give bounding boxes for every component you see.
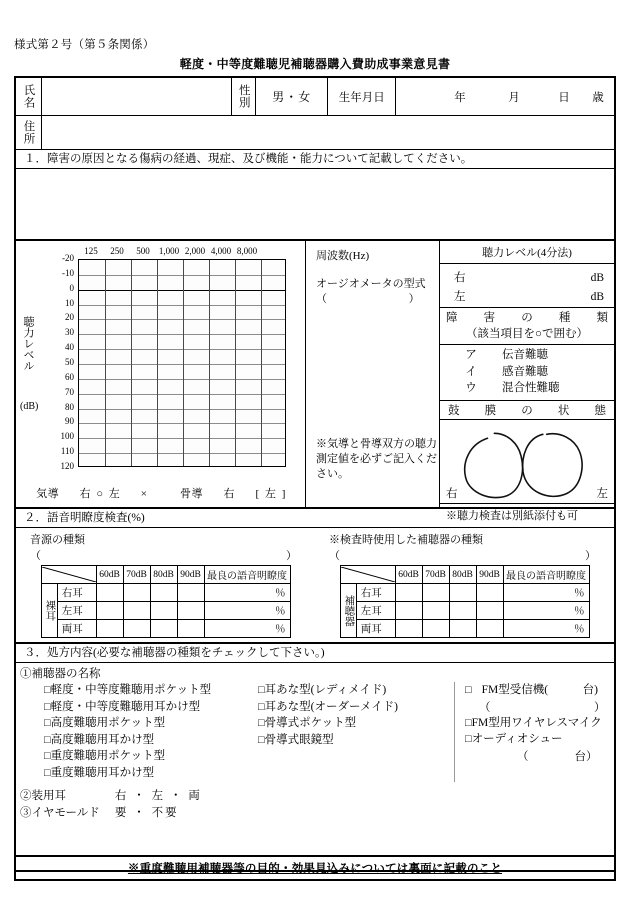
speech-table-cell[interactable] bbox=[96, 620, 123, 638]
device-checkbox-item[interactable] bbox=[44, 765, 258, 782]
patient-name-row bbox=[16, 78, 614, 116]
speech-table-best-cell[interactable]: ％ bbox=[503, 620, 589, 638]
legend-bone-right-symbol: [ bbox=[255, 488, 260, 500]
device-checkbox-label: 軽度・中等度難聴用耳かけ型 bbox=[50, 700, 201, 713]
device-checkbox-label: 高度難聴用ポケット型 bbox=[50, 717, 166, 730]
patient-address-row bbox=[16, 116, 614, 150]
checkbox-icon[interactable]: □ bbox=[44, 684, 51, 696]
eardrum-right-label: 右 bbox=[446, 488, 458, 501]
audiogram-x-tick: 125 bbox=[84, 246, 98, 256]
audiogram-gridline-v bbox=[105, 260, 106, 466]
checkbox-icon[interactable]: □ bbox=[465, 716, 472, 729]
table-row[interactable] bbox=[340, 602, 589, 620]
document-title: 軽度・中等度難聴児補聴器購入費助成事業意見書 bbox=[179, 57, 451, 71]
device-checkbox-item[interactable] bbox=[258, 732, 454, 749]
earmold-values[interactable]: 要 ・ 不要 bbox=[114, 806, 179, 819]
audiogram-gridline-h bbox=[79, 423, 285, 424]
speech-table-ear-label: 右耳 bbox=[356, 584, 395, 602]
speech-table-side-label: 補聴器 bbox=[340, 584, 356, 638]
speech-table-cell[interactable] bbox=[395, 584, 422, 602]
audiogram-gridline-h bbox=[79, 305, 285, 306]
disability-kind-title-char: 障 bbox=[446, 311, 458, 324]
disability-kind-title-char: の bbox=[521, 311, 533, 324]
speech-table-column-header: 70dB bbox=[123, 566, 150, 584]
device-checkbox-item[interactable] bbox=[44, 715, 258, 732]
dob-age-unit: 歳 bbox=[592, 91, 604, 104]
device-checkbox-item[interactable] bbox=[258, 682, 454, 699]
legend-bone-label: 骨導 bbox=[180, 488, 204, 500]
speech-table-ear-label: 両耳 bbox=[57, 620, 96, 638]
audiogram-chart-area bbox=[16, 241, 306, 507]
device-checkbox-item[interactable] bbox=[465, 682, 614, 699]
speech-table-column-header: 最良の語音明瞭度 bbox=[503, 566, 589, 584]
checkbox-icon[interactable]: □ bbox=[465, 733, 472, 746]
hearing-panel bbox=[440, 241, 614, 523]
device-checkbox-label: 耳あな型(オーダーメイド) bbox=[264, 700, 399, 713]
name-input[interactable] bbox=[42, 78, 232, 115]
eardrum-title-char: 膜 bbox=[484, 405, 497, 418]
sound-source-paren-close: ） bbox=[286, 550, 297, 562]
audiogram-gridline-h bbox=[79, 409, 285, 410]
disability-kind-option[interactable] bbox=[440, 380, 614, 397]
legend-air-left-symbol: × bbox=[140, 488, 148, 500]
audiogram-x-tick: 8,000 bbox=[236, 246, 258, 256]
speech-table-cell[interactable] bbox=[449, 584, 476, 602]
audiogram-y-tick: 50 bbox=[65, 357, 74, 367]
sex-label: 性別 bbox=[232, 78, 256, 115]
audiogram-note: ※気導と骨導双方の聴力測定値を必ずご記入ください。 bbox=[316, 438, 437, 480]
disability-kind-label: 感音難聴 bbox=[502, 365, 548, 378]
address-input[interactable] bbox=[42, 116, 614, 149]
eardrum-title bbox=[440, 401, 614, 420]
audiogram-gridline-v bbox=[261, 260, 262, 466]
audiogram-y-axis-title: 聴力レベル bbox=[22, 316, 34, 371]
speech-tables-row bbox=[16, 563, 614, 638]
audiogram-chart[interactable] bbox=[16, 241, 306, 481]
disability-kind-subtitle: （該当項目を○で囲む） bbox=[466, 328, 588, 341]
legend-air-right: 右 bbox=[79, 488, 92, 500]
address-label: 住所 bbox=[16, 116, 42, 149]
dob-year-unit: 年 bbox=[454, 91, 466, 104]
earmold-row[interactable] bbox=[16, 805, 614, 822]
speech-table-cell[interactable] bbox=[177, 620, 204, 638]
device-column-1[interactable] bbox=[16, 682, 258, 782]
dob-input[interactable] bbox=[396, 78, 614, 115]
disability-kind-key: ア bbox=[465, 349, 477, 362]
audiometer-model-label: オージオメータの型式 bbox=[316, 278, 426, 290]
legend-air-left: 左 bbox=[108, 488, 121, 500]
disability-kind-label: 伝音難聴 bbox=[502, 349, 548, 362]
device-checkbox-label: 軽度・中等度難聴用ポケット型 bbox=[50, 684, 212, 696]
speech-table-column-header: 90dB bbox=[476, 566, 503, 584]
speech-table-cell[interactable] bbox=[476, 584, 503, 602]
eardrum-title-char: の bbox=[521, 405, 533, 418]
device-checkbox-label: 骨導式眼鏡型 bbox=[264, 733, 334, 746]
disability-kind-option[interactable] bbox=[440, 364, 614, 381]
eardrum-left-label: 左 bbox=[596, 488, 608, 501]
device-checkbox-item[interactable] bbox=[44, 732, 258, 749]
device-checkbox-item[interactable] bbox=[258, 715, 454, 732]
device-type-label: ※検査時使用した補聴器の種類 bbox=[329, 534, 483, 546]
legend-bone-right: 右 bbox=[223, 488, 236, 500]
legend-air-right-symbol: ○ bbox=[96, 488, 104, 500]
device-checkbox-label: 重度難聴用ポケット型 bbox=[50, 750, 166, 763]
hearing-level-row-right[interactable] bbox=[454, 269, 604, 288]
audiogram-y-axis-unit: (dB) bbox=[20, 401, 39, 412]
table-row[interactable] bbox=[41, 620, 290, 638]
checkbox-icon[interactable]: □ bbox=[44, 700, 51, 713]
audiometer-paren-open: （ bbox=[316, 292, 327, 305]
speech-table-cell[interactable] bbox=[96, 584, 123, 602]
section2-source-row bbox=[16, 528, 614, 563]
table-row[interactable] bbox=[340, 584, 589, 602]
eardrum-title-char: 鼓 bbox=[448, 405, 460, 418]
device-checkbox-label: 骨導式ポケット型 bbox=[264, 717, 357, 730]
speech-table-cell[interactable] bbox=[476, 620, 503, 638]
dob-label: 生年月日 bbox=[328, 78, 396, 115]
speech-table-best-cell[interactable]: ％ bbox=[204, 620, 290, 638]
audiogram-info-column bbox=[306, 241, 440, 507]
sound-source-label: 音源の種類 bbox=[30, 534, 85, 546]
speech-table-aided-wrap bbox=[315, 565, 614, 638]
speech-table-naked[interactable] bbox=[41, 565, 291, 638]
checkbox-icon[interactable]: □ bbox=[44, 733, 51, 746]
device-checkbox-label: オーディオシュー bbox=[471, 733, 563, 746]
speech-table-best-cell[interactable]: ％ bbox=[503, 584, 589, 602]
audiogram-y-tick: 40 bbox=[65, 342, 74, 353]
checkbox-icon[interactable]: □ bbox=[258, 717, 265, 730]
device-checkbox-label: 耳あな型(レディメイド) bbox=[264, 684, 387, 696]
speech-table-column-header: 70dB bbox=[422, 566, 449, 584]
audiogram-gridline-h bbox=[79, 394, 285, 395]
speech-table-cell[interactable] bbox=[123, 584, 150, 602]
speech-table-cell[interactable] bbox=[422, 602, 449, 620]
disability-kind-label: 混合性難聴 bbox=[502, 382, 560, 395]
speech-table-best-cell[interactable]: ％ bbox=[204, 584, 290, 602]
device-column-3[interactable] bbox=[454, 682, 614, 782]
disability-kind-option[interactable] bbox=[440, 347, 614, 364]
audiogram-gridline-h bbox=[79, 275, 285, 276]
frequency-label: 周波数(Hz) bbox=[316, 250, 370, 262]
checkbox-icon[interactable]: □ bbox=[44, 717, 51, 730]
speech-table-ear-label: 両耳 bbox=[356, 620, 395, 638]
device-checkbox-item[interactable] bbox=[44, 748, 258, 765]
device-checkbox-label: FM型受信機( 台) bbox=[481, 684, 598, 696]
speech-table-cell[interactable] bbox=[177, 602, 204, 620]
sound-source-field[interactable] bbox=[16, 531, 315, 563]
speech-table-cell[interactable] bbox=[150, 620, 177, 638]
checkbox-icon[interactable]: □ bbox=[44, 750, 51, 763]
checkbox-icon[interactable]: □ bbox=[465, 684, 472, 696]
device-checkbox-label: 重度難聴用耳かけ型 bbox=[50, 767, 155, 780]
footer-notice-text: ※重度難聴用補聴器等の目的・効果見込みについては裏面に記載のこと bbox=[127, 863, 503, 875]
dob-day-unit: 日 bbox=[558, 91, 570, 104]
speech-table-column-header: 最良の語音明瞭度 bbox=[204, 566, 290, 584]
audiogram-y-tick: 120 bbox=[60, 461, 74, 471]
hearing-level-left-ear: 左 bbox=[454, 290, 466, 303]
section3-body bbox=[16, 663, 614, 822]
disability-kind-header bbox=[440, 308, 614, 345]
device-checkbox-label: FM型用ワイヤレスマイク bbox=[471, 716, 602, 729]
speech-table-cell[interactable] bbox=[123, 620, 150, 638]
audiogram-y-tick: 100 bbox=[60, 431, 74, 442]
device-type-paren-open: （ bbox=[329, 550, 340, 562]
checkbox-icon[interactable]: □ bbox=[258, 733, 265, 746]
section1-heading: １．障害の原因となる傷病の経過、現症、及び機能・能力について記載してください。 bbox=[16, 150, 614, 169]
audiogram-y-tick: 30 bbox=[65, 327, 74, 338]
disability-kind-options[interactable] bbox=[440, 345, 614, 401]
speech-table-column-header: 90dB bbox=[177, 566, 204, 584]
device-checkbox-item[interactable] bbox=[465, 731, 614, 748]
audiogram-gridline-h bbox=[79, 334, 285, 335]
hearing-level-right-unit: dB bbox=[590, 272, 604, 284]
speech-table-cell[interactable] bbox=[449, 620, 476, 638]
sex-value[interactable]: 男・女 bbox=[256, 78, 328, 115]
fm-receiver-extra-field[interactable]: （ ） bbox=[479, 701, 606, 714]
audiogram-y-tick: -10 bbox=[62, 267, 74, 278]
audiogram-x-tick: 2,000 bbox=[184, 246, 206, 256]
audiogram-y-tick: 20 bbox=[65, 312, 74, 323]
wearing-ear-label: ②装用耳 bbox=[20, 789, 66, 802]
section3-heading: ３．処方内容(必要な補聴器の種類をチェックして下さい。) bbox=[16, 644, 614, 663]
speech-table-aided[interactable] bbox=[340, 565, 590, 638]
footer-notice bbox=[14, 855, 616, 881]
audiogram-gridline-h bbox=[79, 349, 285, 350]
speech-table-cell[interactable] bbox=[449, 602, 476, 620]
device-checkbox-label: 高度難聴用耳かけ型 bbox=[50, 733, 155, 746]
disability-kind-title-char: 害 bbox=[483, 311, 496, 324]
form-number: 様式第２号（第５条関係） bbox=[14, 39, 155, 51]
table-row[interactable] bbox=[340, 620, 589, 638]
audio-shoe-quantity-field[interactable]: （ 台） bbox=[517, 750, 598, 763]
hearing-level-values[interactable] bbox=[440, 264, 614, 308]
audiogram-y-tick: 80 bbox=[65, 401, 74, 412]
device-type-paren-close: ） bbox=[585, 550, 596, 562]
speech-table-column-header: 60dB bbox=[96, 566, 123, 584]
audiogram-y-tick: 70 bbox=[65, 386, 74, 397]
device-checkbox-item[interactable] bbox=[44, 682, 258, 699]
disability-kind-title bbox=[440, 310, 614, 326]
disability-kind-title-char: 種 bbox=[558, 311, 571, 324]
audiogram-y-tick: 110 bbox=[60, 446, 74, 457]
eardrum-title-char: 状 bbox=[557, 405, 570, 418]
speech-table-best-cell[interactable]: ％ bbox=[204, 602, 290, 620]
name-label: 氏名 bbox=[16, 78, 42, 115]
speech-table-header-row bbox=[41, 566, 290, 584]
speech-table-cell[interactable] bbox=[395, 602, 422, 620]
disability-kind-title-char: 類 bbox=[596, 311, 608, 324]
sound-source-paren-open: （ bbox=[30, 550, 41, 562]
eardrum-drawing[interactable] bbox=[440, 420, 614, 504]
eardrum-shapes-icon bbox=[440, 420, 614, 504]
speech-table-best-cell[interactable]: ％ bbox=[503, 602, 589, 620]
section1-textarea[interactable] bbox=[16, 169, 614, 241]
hearing-level-left-unit: dB bbox=[590, 290, 604, 303]
table-row[interactable] bbox=[41, 602, 290, 620]
speech-table-cell[interactable] bbox=[422, 584, 449, 602]
audiogram-y-tick: -20 bbox=[62, 253, 74, 263]
disability-kind-key: ウ bbox=[465, 382, 477, 395]
dob-month-unit: 月 bbox=[508, 91, 520, 104]
speech-table-cell[interactable] bbox=[395, 620, 422, 638]
speech-table-cell[interactable] bbox=[150, 584, 177, 602]
speech-table-header-row bbox=[340, 566, 589, 584]
speech-table-column-header: 80dB bbox=[150, 566, 177, 584]
audiogram-gridline-h bbox=[79, 319, 285, 320]
audiogram-y-tick: 60 bbox=[65, 371, 74, 382]
audiogram-grid[interactable] bbox=[78, 259, 286, 467]
speech-table-column-header: 80dB bbox=[449, 566, 476, 584]
hearing-level-row-left[interactable] bbox=[454, 288, 604, 307]
audiogram-gridline-h bbox=[79, 453, 285, 454]
audiogram-gridline-h bbox=[79, 364, 285, 365]
form-frame bbox=[14, 76, 616, 872]
speech-table-cell[interactable] bbox=[96, 602, 123, 620]
audiogram-x-tick: 1,000 bbox=[158, 246, 180, 256]
device-checkbox-item[interactable] bbox=[465, 715, 614, 732]
audiometer-paren-close: ） bbox=[408, 292, 420, 305]
audiogram-gridline-v bbox=[183, 260, 184, 466]
device-type-field[interactable] bbox=[315, 531, 614, 563]
audiogram-gridline-h bbox=[79, 290, 285, 292]
audiogram-x-tick: 250 bbox=[110, 246, 124, 256]
speech-table-naked-wrap bbox=[16, 565, 315, 638]
speech-table-cell[interactable] bbox=[422, 620, 449, 638]
audiogram-y-tick: 0 bbox=[69, 282, 74, 293]
speech-table-cell[interactable] bbox=[150, 602, 177, 620]
audiogram-legend bbox=[16, 485, 306, 501]
checkbox-icon[interactable]: □ bbox=[258, 700, 265, 713]
audiogram-y-tick: 90 bbox=[65, 416, 74, 427]
hearing-level-right-ear: 右 bbox=[454, 272, 466, 284]
speech-table-side-label: 裸耳 bbox=[41, 584, 57, 638]
audiogram-gridline-v bbox=[209, 260, 210, 466]
hearing-panel-footnote: ※聴力検査は別紙添付も可 bbox=[446, 510, 578, 523]
wearing-ear-row[interactable] bbox=[16, 788, 614, 805]
legend-bone-left-symbol: ] bbox=[281, 488, 286, 500]
checkbox-icon[interactable]: □ bbox=[44, 767, 51, 780]
legend-air-label: 気導 bbox=[36, 488, 60, 500]
speech-table-cell[interactable] bbox=[476, 602, 503, 620]
eardrum-title-char: 態 bbox=[594, 405, 606, 418]
device-checkbox-columns bbox=[16, 681, 614, 782]
audiogram-x-tick: 4,000 bbox=[210, 246, 232, 256]
audiogram-gridline-v bbox=[157, 260, 158, 466]
checkbox-icon[interactable]: □ bbox=[258, 684, 265, 696]
audiogram-x-tick: 500 bbox=[136, 246, 150, 256]
speech-table-cell[interactable] bbox=[177, 584, 204, 602]
hearing-level-title: 聴力レベル(4分法) bbox=[440, 241, 614, 264]
table-row[interactable] bbox=[41, 584, 290, 602]
device-checkbox-item[interactable] bbox=[44, 699, 258, 716]
speech-table-cell[interactable] bbox=[123, 602, 150, 620]
legend-bone-left: 左 bbox=[264, 488, 277, 500]
speech-table-ear-label: 左耳 bbox=[57, 602, 96, 620]
speech-table-column-header: 60dB bbox=[395, 566, 422, 584]
disability-kind-key: イ bbox=[465, 365, 477, 378]
audiogram-gridline-h bbox=[79, 438, 285, 439]
speech-table-corner bbox=[340, 566, 395, 584]
device-name-title: ①補聴器の名称 bbox=[20, 668, 101, 680]
audiogram-gridline-v bbox=[235, 260, 236, 466]
audiogram-gridline-h bbox=[79, 379, 285, 380]
speech-table-ear-label: 右耳 bbox=[57, 584, 96, 602]
earmold-label: ③イヤモールド bbox=[20, 806, 100, 819]
section2-heading: ２．語音明瞭度検査(%) bbox=[16, 509, 614, 528]
section2-body bbox=[16, 528, 614, 644]
audiometer-model-field[interactable] bbox=[316, 277, 426, 307]
wearing-ear-values[interactable]: 右 ・ 左 ・ 両 bbox=[114, 789, 202, 802]
device-checkbox-item[interactable] bbox=[258, 699, 454, 716]
speech-table-corner bbox=[41, 566, 96, 584]
device-column-2[interactable] bbox=[258, 682, 454, 782]
speech-table-ear-label: 左耳 bbox=[356, 602, 395, 620]
audiogram-y-tick: 10 bbox=[65, 297, 74, 308]
audiogram-gridline-v bbox=[131, 260, 132, 466]
